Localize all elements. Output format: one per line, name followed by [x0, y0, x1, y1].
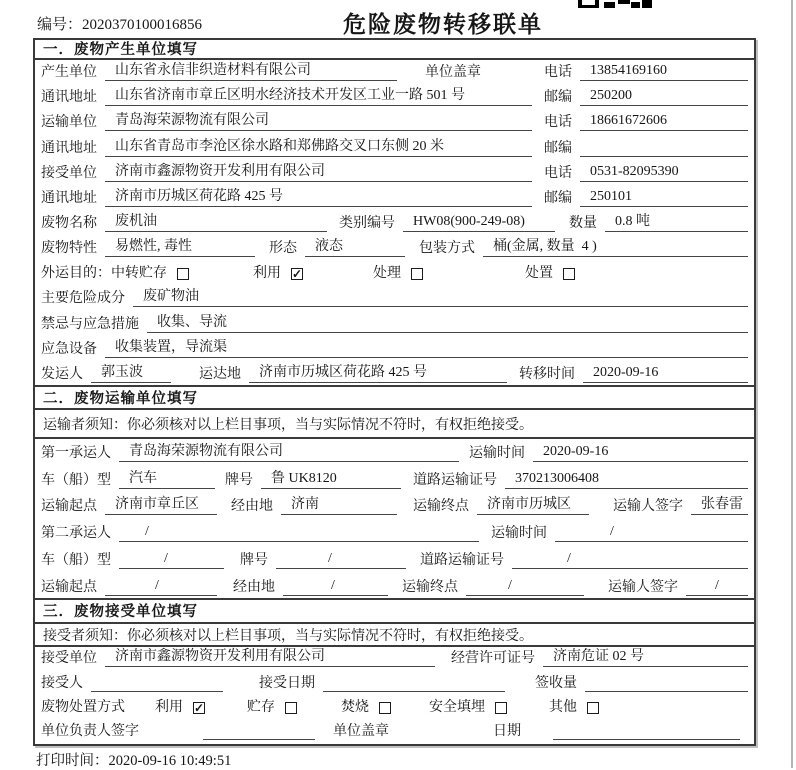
- second-carrier-value: /: [119, 524, 479, 542]
- row-transport-unit: [35, 110, 754, 135]
- emergency-equipment-label: 应急设备: [41, 341, 97, 357]
- section1-header: 一．废物产生单位填写: [35, 40, 754, 60]
- first-signature-value: 张春雷: [691, 493, 748, 515]
- second-transport-time-value: /: [555, 524, 748, 542]
- section3-unit-seal-label: 单位盖章: [333, 724, 389, 739]
- print-time-label: 打印时间：: [36, 753, 109, 769]
- first-transport-time-value: 2020-09-16: [533, 444, 748, 462]
- disposal-incinerate-label: 焚烧: [341, 699, 369, 715]
- row-first-vehicle: [35, 466, 754, 493]
- row-second-carrier: [35, 519, 754, 546]
- second-plate-value: /: [276, 551, 406, 569]
- receiver-address-label: 通讯地址: [41, 190, 97, 206]
- second-signature-value: /: [686, 578, 748, 596]
- disposal-store-label: 贮存: [247, 699, 275, 715]
- section1-body: [35, 60, 754, 387]
- page-title: 危险废物转移联单: [343, 12, 543, 37]
- date-value: [553, 722, 740, 740]
- hazard-component-label: 主要危险成分: [41, 291, 125, 307]
- unit-seal-label: 单位盖章: [425, 65, 481, 81]
- first-vehicle-type-value: 汽车: [119, 467, 215, 489]
- row-transport-address: [35, 135, 754, 160]
- second-origin-label: 运输起点: [41, 579, 97, 595]
- section2-body: [35, 439, 754, 600]
- second-carrier-label: 第二承运人: [41, 526, 111, 542]
- transfer-time-label: 转移时间: [519, 366, 575, 382]
- waste-name-label: 废物名称: [41, 215, 97, 231]
- first-road-license-label: 道路运输证号: [413, 472, 497, 488]
- receiver-notice-text: 接受者须知：你必须核对以上栏目事项，当与实际情况不符时，有权拒绝接受。: [43, 628, 533, 644]
- accepting-unit-label: 接受单位: [41, 651, 97, 667]
- chief-signature-label: 单位负责人签字: [41, 724, 139, 739]
- second-signature-label: 运输人签字: [608, 579, 678, 595]
- row-chief-signature: [35, 720, 754, 744]
- second-end-value: /: [466, 578, 584, 596]
- chief-signature-value: [203, 722, 315, 740]
- transport-unit-value: 青岛海荣源物流有限公司: [105, 109, 532, 131]
- row-waste-character: [35, 236, 754, 261]
- row-sender: [35, 362, 754, 387]
- transport-unit-label: 运输单位: [41, 115, 97, 131]
- row-receiver-unit: [35, 161, 754, 186]
- section2-notice: [35, 410, 754, 439]
- first-carrier-label: 第一承运人: [41, 445, 111, 461]
- disposal-method-label: 废物处置方式: [41, 699, 125, 715]
- receiver-zip-value: 250101: [580, 189, 748, 207]
- category-value: HW08(900-249-08): [403, 214, 555, 232]
- first-plate-value: 鲁 UK8120: [261, 467, 401, 489]
- purpose-option-use-label: 利用: [253, 266, 281, 282]
- serial-label: 编号：: [37, 17, 83, 33]
- sender-label: 发运人: [41, 366, 83, 382]
- destination-value: 济南市历城区荷花路 425 号: [249, 361, 507, 383]
- producer-address-label: 通讯地址: [41, 90, 97, 106]
- transport-zip-label: 邮编: [544, 140, 572, 156]
- form-label: 形态: [269, 241, 297, 257]
- first-end-value: 济南市历城区: [477, 493, 589, 515]
- second-via-value: /: [283, 578, 388, 596]
- category-label: 类别编号: [339, 215, 395, 231]
- row-disposal-method: [35, 696, 754, 720]
- row-second-route: [35, 573, 754, 600]
- producer-address-value: 山东省济南市章丘区明水经济技术开发区工业一路 501 号: [105, 84, 532, 106]
- serial-number: 2020370100016856: [82, 17, 203, 33]
- purpose-label: 外运目的：: [41, 266, 111, 282]
- first-signature-label: 运输人签字: [613, 499, 683, 515]
- section2-header: 二．废物运输单位填写: [35, 387, 754, 410]
- first-transport-time-label: 运输时间: [469, 445, 525, 461]
- form-value: 液态: [305, 235, 405, 257]
- row-acceptor: [35, 671, 754, 695]
- disposal-use-checkbox: [193, 702, 205, 714]
- row-emergency-measures: [35, 311, 754, 336]
- date-label: 日期: [493, 724, 521, 739]
- row-emergency-equipment: [35, 337, 754, 362]
- row-accepting-unit: [35, 647, 754, 671]
- producer-phone-value: 13854169160: [580, 63, 748, 81]
- second-origin-value: /: [105, 578, 217, 596]
- producer-zip-label: 邮编: [544, 90, 572, 106]
- purpose-dispose-checkbox: [563, 268, 575, 280]
- quantity-value: 0.8 吨: [605, 210, 748, 232]
- second-vehicle-type-value: /: [119, 551, 224, 569]
- producer-phone-label: 电话: [544, 65, 572, 81]
- transport-phone-value: 18661672606: [580, 113, 748, 131]
- quantity-label: 数量: [569, 215, 597, 231]
- section3-body: [35, 647, 754, 744]
- acceptor-value: [91, 674, 223, 692]
- sender-value: 郭玉波: [91, 361, 171, 383]
- permit-label: 经营许可证号: [451, 651, 535, 667]
- purpose-use-checkbox: [291, 268, 303, 280]
- row-producer-address: [35, 85, 754, 110]
- first-origin-value: 济南市章丘区: [105, 493, 217, 515]
- first-end-label: 运输终点: [413, 499, 469, 515]
- second-road-license-value: /: [512, 551, 748, 569]
- receiver-phone-value: 0531-82095390: [580, 164, 748, 182]
- transport-phone-label: 电话: [544, 115, 572, 131]
- first-road-license-value: 370213006408: [505, 471, 748, 489]
- transporter-notice-text: 运输者须知：你必须核对以上栏目事项，当与实际情况不符时，有权拒绝接受。: [43, 417, 533, 433]
- first-carrier-value: 青岛海荣源物流有限公司: [119, 440, 459, 462]
- received-quantity-label: 签收量: [535, 675, 577, 691]
- first-via-value: 济南: [281, 493, 397, 515]
- row-purpose: [35, 261, 754, 286]
- producer-unit-label: 产生单位: [41, 65, 97, 81]
- row-first-carrier: [35, 439, 754, 466]
- acceptor-label: 接受人: [41, 675, 83, 691]
- print-time-line: [36, 749, 231, 770]
- waste-character-value: 易燃性, 毒性: [105, 235, 255, 257]
- disposal-store-checkbox: [285, 702, 297, 714]
- hazard-component-value: 废矿物油: [133, 285, 748, 307]
- emergency-measures-label: 禁忌与应急措施: [41, 316, 139, 332]
- row-first-route: [35, 493, 754, 520]
- waste-character-label: 废物特性: [41, 241, 97, 257]
- producer-unit-value: 山东省永信非织造材料有限公司: [105, 59, 397, 81]
- permit-value: 济南危证 02 号: [543, 645, 748, 667]
- receiver-address-value: 济南市历城区荷花路 425 号: [105, 185, 532, 207]
- emergency-equipment-value: 收集装置，导流渠: [105, 336, 748, 358]
- receiver-unit-value: 济南市鑫源物资开发利用有限公司: [105, 160, 532, 182]
- scan-page-edge: [791, 0, 793, 768]
- transport-zip-value: [580, 139, 748, 157]
- receiver-unit-label: 接受单位: [41, 165, 97, 181]
- purpose-option-treat-label: 处理: [373, 266, 401, 282]
- disposal-landfill-checkbox: [495, 702, 507, 714]
- disposal-incinerate-checkbox: [379, 702, 391, 714]
- disposal-use-label: 利用: [155, 699, 183, 715]
- second-road-license-label: 道路运输证号: [420, 553, 504, 569]
- second-plate-label: 牌号: [240, 553, 268, 569]
- second-transport-time-label: 运输时间: [491, 526, 547, 542]
- purpose-storage-checkbox: [177, 268, 189, 280]
- first-plate-label: 牌号: [225, 472, 253, 488]
- transport-address-value: 山东省青岛市李沧区徐水路和郑佛路交叉口东侧 20 米: [105, 135, 532, 157]
- second-vehicle-type-label: 车（船）型: [41, 553, 111, 569]
- disposal-other-checkbox: [587, 702, 599, 714]
- packing-label: 包装方式: [419, 241, 475, 257]
- packing-value: 桶(金属, 数量 4 ): [483, 235, 748, 257]
- destination-label: 运达地: [199, 366, 241, 382]
- row-hazard-component: [35, 286, 754, 311]
- first-vehicle-type-label: 车（船）型: [41, 472, 111, 488]
- waste-name-value: 废机油: [105, 210, 327, 232]
- row-producer-unit: [35, 60, 754, 85]
- received-quantity-value: [585, 674, 748, 692]
- qr-code-fragment: [578, 0, 652, 9]
- manifest-form-box: [33, 38, 756, 746]
- section3-header: 三．废物接受单位填写: [35, 600, 754, 624]
- purpose-option-storage-label: 中转贮存: [111, 266, 167, 282]
- row-second-vehicle: [35, 546, 754, 573]
- print-time-value: 2020-09-16 10:49:51: [108, 753, 232, 769]
- row-waste-name: [35, 211, 754, 236]
- row-receiver-address: [35, 186, 754, 211]
- purpose-treat-checkbox: [411, 268, 423, 280]
- accept-date-value: [323, 674, 505, 692]
- producer-zip-value: 250200: [580, 88, 748, 106]
- accept-date-label: 接受日期: [259, 675, 315, 691]
- first-via-label: 经由地: [231, 499, 273, 515]
- transfer-time-value: 2020-09-16: [583, 365, 748, 383]
- transport-address-label: 通讯地址: [41, 140, 97, 156]
- purpose-option-dispose-label: 处置: [525, 266, 553, 282]
- emergency-measures-value: 收集、导流: [147, 311, 748, 333]
- second-end-label: 运输终点: [402, 579, 458, 595]
- second-via-label: 经由地: [233, 579, 275, 595]
- first-origin-label: 运输起点: [41, 499, 97, 515]
- section3-notice: [35, 624, 754, 647]
- disposal-other-label: 其他: [549, 699, 577, 715]
- accepting-unit-value: 济南市鑫源物资开发利用有限公司: [105, 645, 435, 667]
- serial-number-line: [37, 13, 202, 34]
- receiver-phone-label: 电话: [544, 165, 572, 181]
- receiver-zip-label: 邮编: [544, 190, 572, 206]
- disposal-landfill-label: 安全填埋: [429, 699, 485, 715]
